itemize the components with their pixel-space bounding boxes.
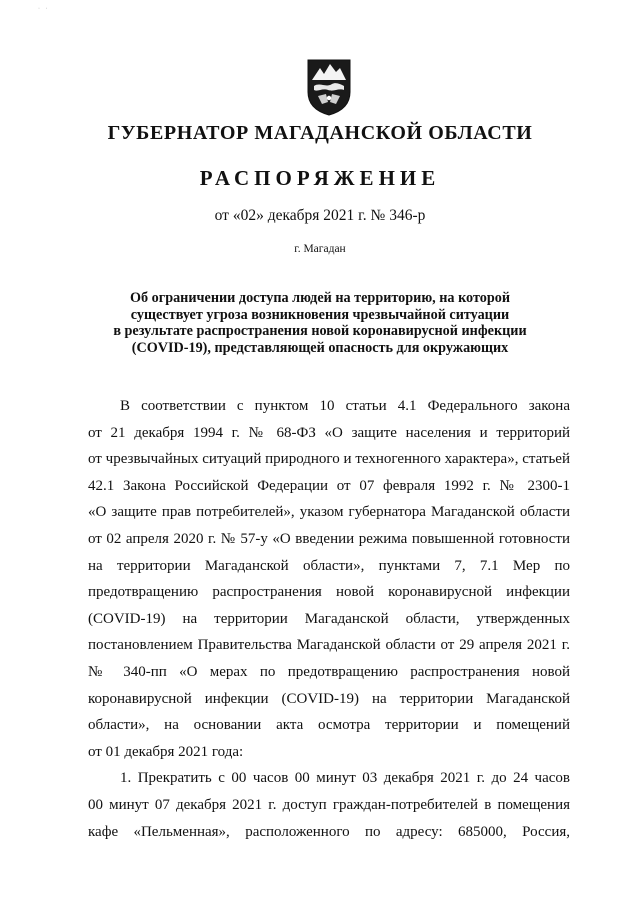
body-line: от 02 апреля 2020 г. № 57-у «О введении режима повышенной готовности [88,530,570,547]
body-line: предотвращению распространения новой коронавирусной инфекции [88,584,570,601]
document-body [88,393,570,845]
magadan-coat-of-arms-icon [306,58,352,116]
body-line: от 21 декабря 1994 г. № 68-ФЗ «О защите населения и территорий [88,424,570,441]
body-line: кафе «Пельменная», расположенного по адресу: 685000, Россия, [88,823,570,840]
body-line: «О защите прав потребителей», указом губернатора Магаданской области [88,504,570,521]
document-date-number: от «02» декабря 2021 г. № 346-р [214,207,426,224]
body-line: коронавирусной инфекции (COVID-19) на территории Магаданской [88,690,570,707]
body-line: области», на основании акта осмотра территории и помещений [88,717,570,734]
title-line: Об ограничении доступа людей на территорию, на которой [129,290,510,306]
issuer-heading: ГУБЕРНАТОР МАГАДАНСКОЙ ОБЛАСТИ [107,122,533,144]
title-line: в результате распространения новой коронавирусной инфекции [113,323,527,339]
body-line: от чрезвычайных ситуаций природного и техногенного характера», статьей [88,451,570,468]
title-line: существует угроза возникновения чрезвычайной ситуации [130,306,510,323]
scan-artifact: · · [38,6,50,12]
body-line: 1. Прекратить с 00 часов 00 минут 03 декабря 2021 г. до 24 часов [120,770,570,787]
body-line: постановлением Правительства Магаданской области от 29 апреля 2021 г. [88,637,570,654]
body-line: В соответствии с пунктом 10 статьи 4.1 Федерального закона [120,398,570,414]
body-line: на территории Магаданской области», пунктами 7, 7.1 Мер по [88,557,570,574]
title-line: (COVID-19), представляющей опасность для окружающих [131,339,509,356]
document-title [80,290,560,356]
body-line: 00 минут 07 декабря 2021 г. доступ граждан-потребителей в помещения [88,796,570,813]
body-line: (COVID-19) на территории Магаданской области, утвержденных [88,610,570,627]
body-line: № 340-пп «О мерах по предотвращению распространения новой [88,663,570,680]
document-type-heading: РАСПОРЯЖЕНИЕ [199,166,441,190]
document-city: г. Магадан [294,243,346,255]
body-line: от 01 декабря 2021 года: [88,743,244,760]
body-line: 42.1 Закона Российской Федерации от 07 февраля 1992 г. № 2300-1 [88,477,570,494]
